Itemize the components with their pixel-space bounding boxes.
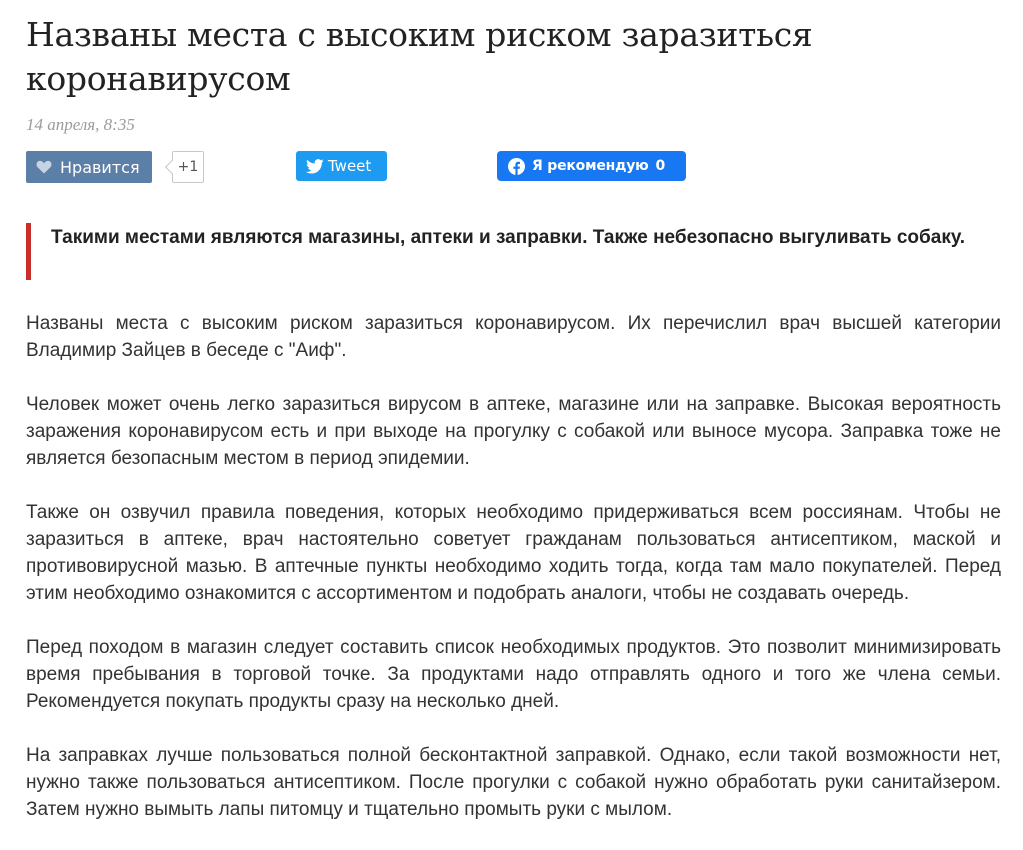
article	[26, 0, 1001, 850]
facebook-recommend-label: Я рекомендую	[532, 158, 649, 174]
facebook-icon	[508, 158, 525, 175]
like-count-value: +1	[177, 159, 199, 175]
tweet-button[interactable]	[296, 151, 387, 181]
article-lead	[26, 223, 1001, 280]
article-body	[26, 310, 1001, 823]
article-paragraph: Человек может очень легко заразиться вирусом в аптеке, магазине или на заправке. Высокая вероятность заражения коронавирусом есть и при выходе на прогулку с собакой или выносе мусора. Заправка тоже не является безопасным местом в период эпидемии.	[26, 394, 1001, 469]
article-lead-text: Такими местами являются магазины, аптеки и заправки. Также небезопасно выгуливать собаку.	[51, 227, 966, 248]
facebook-recommend-button[interactable]	[497, 151, 686, 181]
article-title: Названы места с высоким риском заразиться коронавирусом	[26, 15, 813, 98]
like-count	[172, 151, 204, 183]
twitter-bird-icon	[306, 158, 324, 174]
like-button[interactable]	[26, 151, 152, 183]
like-label: Нравится	[60, 157, 140, 177]
social-buttons	[26, 151, 1001, 185]
article-paragraph: Также он озвучил правила поведения, которых необходимо придерживаться всем россиянам. Чтобы не заразиться в аптеке, врач настоятельно советует гражданам пользоваться антисептиком, маской и противовирусной мазью. В аптечные пункты необходимо ходить тогда, когда там мало покупателей. Перед этим необходимо ознакомится с ассортиментом и подобрать аналоги, чтобы не создавать очередь.	[26, 502, 1001, 604]
facebook-recommend-count: 0	[655, 158, 666, 174]
tweet-label: Tweet	[328, 157, 372, 175]
article-paragraph: Перед походом в магазин следует составить список необходимых продуктов. Это позволит минимизировать время пребывания в торговой точке. За продуктами надо отправлять одного и того же члена семьи. Рекомендуется покупать продукты сразу на несколько дней.	[26, 637, 1001, 712]
article-paragraph: Названы места с высоким риском заразиться коронавирусом. Их перечислил врач высшей категории Владимир Зайцев в беседе с "Аиф".	[26, 313, 1001, 361]
article-paragraph: На заправках лучше пользоваться полной бесконтактной заправкой. Однако, если такой возможности нет, нужно также пользоваться антисептиком. После прогулки с собакой нужно обработать руки санитайзером. Затем нужно вымыть лапы питомцу и тщательно промыть руки с мылом.	[26, 745, 1001, 820]
article-date: 14 апреля, 8:35	[26, 115, 135, 134]
heart-icon	[36, 160, 52, 174]
